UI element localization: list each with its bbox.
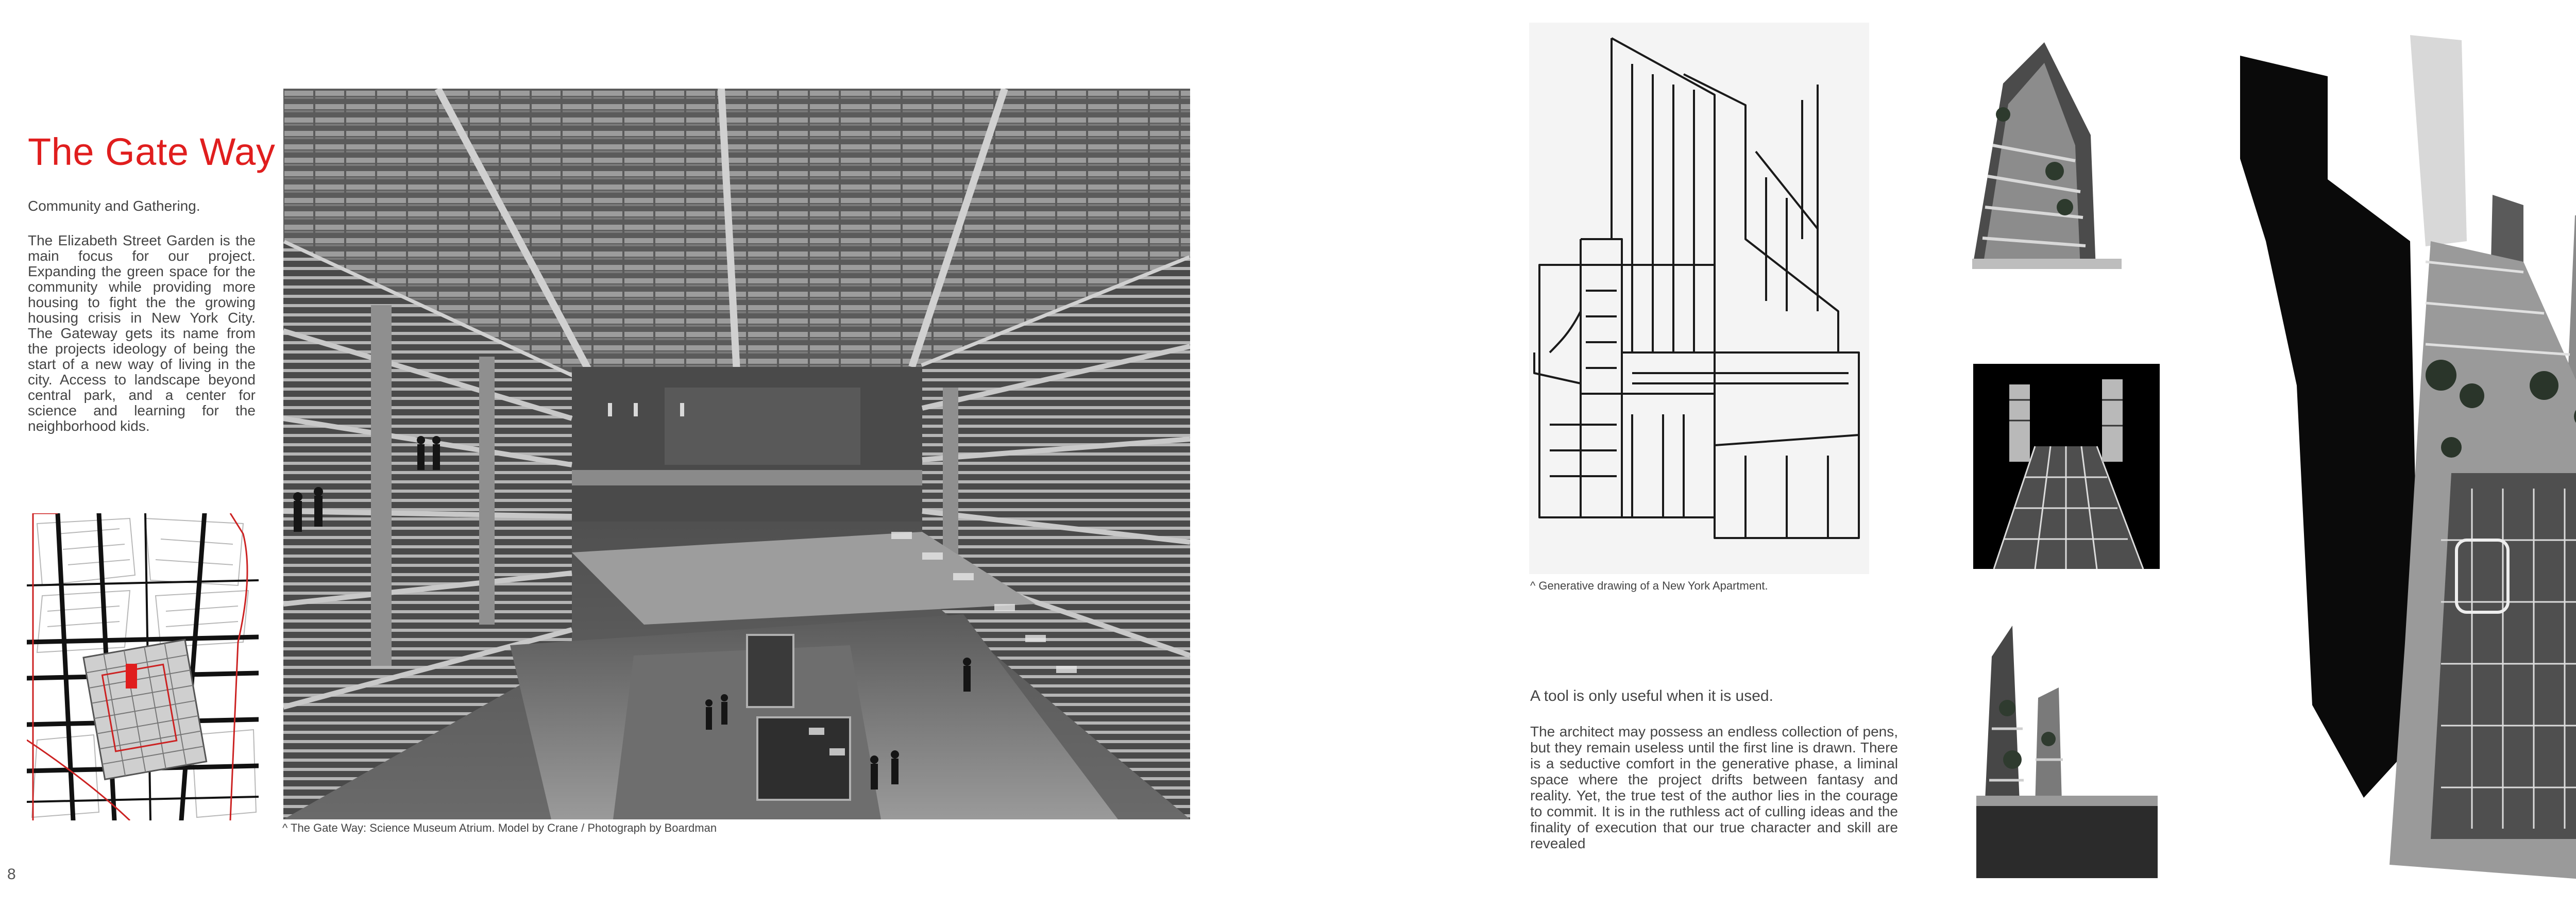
page-subtitle: Community and Gathering. <box>28 198 200 214</box>
body-paragraph: The Elizabeth Street Garden is the main focus for our project. Expanding the green space for the community while providing more housing to fight the the growing housing crisis in New York City. The Gateway gets its name from the projects ideology of being the start of a new way of living in the city. Access to landscape beyond central park, and a center for science and learning for the neighborhood kids. <box>28 232 256 434</box>
page-number-left: 8 <box>7 866 16 883</box>
model-photo-tower-top <box>1972 42 2122 269</box>
photo-caption: ^ The Gate Way: Science Museum Atrium. Model by Crane / Photograph by Boardman <box>282 821 717 834</box>
aerial-model-photo <box>2235 25 2576 881</box>
section-heading: A tool is only useful when it is used. <box>1530 687 1773 704</box>
model-photo-atrium-night <box>1973 364 2160 569</box>
model-photo-tower-base <box>1976 626 2158 878</box>
atrium-photograph <box>283 89 1190 819</box>
page-title: The Gate Way <box>28 130 276 173</box>
site-plan-map <box>27 513 259 820</box>
section-paragraph: The architect may possess an endless collection of pens, but they remain useless until the first line is drawn. There is a seductive comfort in the generative phase, a liminal space where the project drifts between fantasy and reality. Yet, the true test of the author lies in the courage to commit. It is in the ruthless act of culling ideas and the finality of execution that our true character and skill are revealed <box>1530 724 1898 851</box>
sketch-caption: ^ Generative drawing of a New York Apartment. <box>1530 579 1768 592</box>
apartment-sketch <box>1529 23 1869 574</box>
